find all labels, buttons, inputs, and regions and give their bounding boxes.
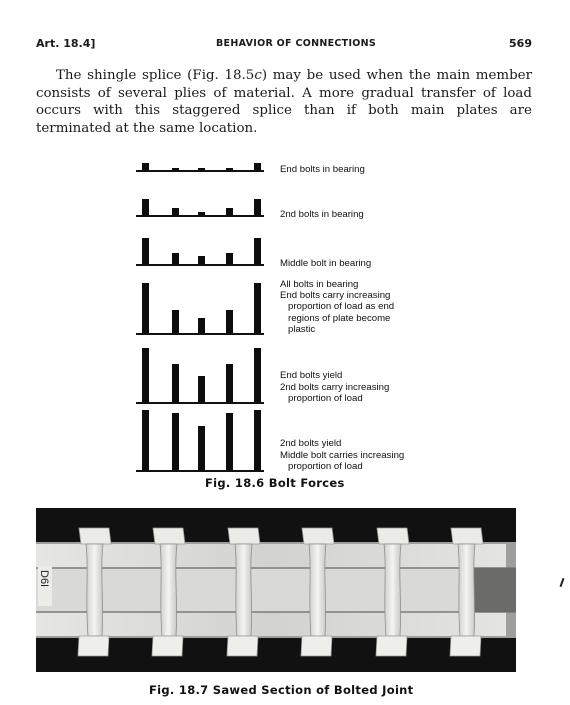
stage-label-line: plastic [288,323,316,335]
stage-label-line: Middle bolt carries increasing [280,449,405,461]
stage-label-line: 2nd bolts yield [280,438,342,450]
margin-mark [560,578,565,587]
bolt-force-bar [254,199,261,215]
stage-label [280,438,404,472]
bolted-joint-photo [36,508,516,672]
stage-label-line: proportion of load as end [288,301,395,313]
stage-label-line: 2nd bolts in bearing [280,209,364,220]
stage-label-line: proportion of load [288,460,363,472]
running-header [36,37,532,53]
bolt-force-bar [142,283,149,333]
text-segment: ) may be used when the main member consists of several plies of material. A more gradual transfer of load occurs with this staggered splice than if both main plates are terminated at the same location. [36,68,532,136]
bolt-force-bar [226,310,233,333]
bolt-force-bar [254,348,261,402]
stage-label-line: End bolts carry increasing [280,290,391,302]
bolt-force-stage [132,150,432,175]
figure-bolt-forces [132,150,432,495]
stage-label [280,370,389,404]
stage-label-line: All bolts in bearing [280,279,359,290]
bolt-force-stage [132,234,432,269]
bolt-force-stage [132,278,432,333]
bolt-force-bar [198,256,205,264]
figure-18-7-caption: Fig. 18.7 Sawed Section of Bolted Joint [149,683,414,697]
bolt-force-bar [172,208,179,215]
stage-label-line: regions of plate become [288,312,391,324]
stage-label-line: Middle bolt in bearing [280,258,372,269]
stage-baseline [136,470,264,472]
main-plates [36,568,516,612]
figure-18-6-caption: Fig. 18.6 Bolt Forces [205,476,345,490]
text-segment: The shingle splice (Fig. 18.5 [56,68,255,83]
stage-baseline [136,170,264,172]
bolt-force-bar [226,253,233,264]
cover-plate-top [36,544,506,568]
paragraph-text [36,67,532,137]
page-number: 569 [509,37,532,50]
bolt-force-bar [198,318,205,333]
bolt-force-stage [132,190,432,220]
bolt-force-bar [172,364,179,402]
stage-label-line: End bolts yield [280,370,343,382]
bolt-force-bar [142,348,149,402]
bolt-force-bar [226,364,233,402]
stage-label [280,209,364,220]
figure-ref-letter: c [254,68,262,83]
bolt-force-bar [142,410,149,470]
bolt-force-bar [254,283,261,333]
stage-label-line: 2nd bolts carry increasing [280,381,390,393]
stage-baseline [136,264,264,266]
specimen-label: D6I [38,570,50,588]
bolt-force-bar [172,413,179,470]
bolt-force-bar [226,413,233,470]
bolt-force-bar [172,253,179,264]
stage-label-line: proportion of load [288,392,363,404]
bolt-force-stage [132,408,432,470]
bolt-force-bar [254,238,261,264]
bolt-force-bar [142,199,149,215]
bolt-force-bar [254,163,261,170]
stage-baseline [136,402,264,404]
body-paragraph [36,67,532,137]
chapter-title: BEHAVIOR OF CONNECTIONS [216,38,377,49]
bolt-force-bar [172,310,179,333]
bolt-force-bar [142,163,149,170]
stage-baseline [136,215,264,217]
bolt-force-bar [254,410,261,470]
bolt-force-bar [198,426,205,470]
bolt-force-bar [142,238,149,264]
stage-label [280,279,394,335]
bolt-force-bar [226,208,233,215]
bolt-force-stage [132,346,432,402]
stage-label [280,164,365,175]
stage-label [280,258,371,269]
article-reference: Art. 18.4] [36,37,96,50]
cover-plate-bottom [36,612,506,636]
stage-baseline [136,333,264,335]
stage-label-line: End bolts in bearing [280,164,365,175]
bolt-force-bar [198,376,205,402]
plate-end-gap [472,568,516,612]
